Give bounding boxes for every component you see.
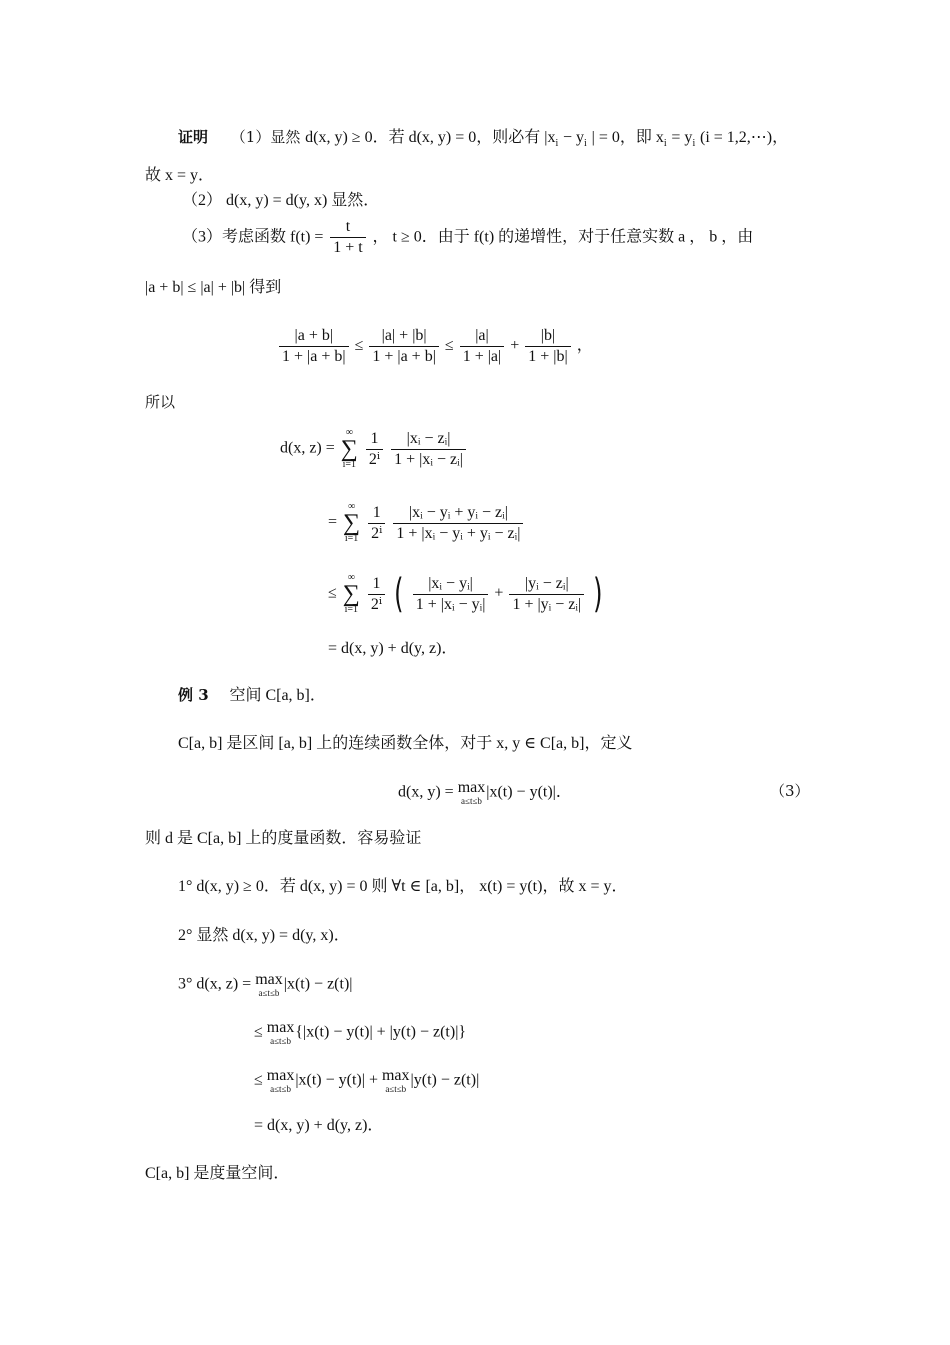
operator: ≤ [328, 584, 337, 602]
fraction [509, 576, 584, 613]
operator: ≤ [354, 337, 364, 355]
condition-3-step-2 [254, 1020, 466, 1046]
derivation-line-1 [280, 428, 468, 470]
max-operator [267, 1020, 295, 1046]
sum-upper: ∞ [345, 427, 353, 438]
max-operator [458, 780, 486, 806]
subscript-i: i [692, 138, 696, 149]
fraction-numerator: |a| + |b| [369, 328, 439, 347]
operator: ≤ [254, 1023, 263, 1041]
proof-line-2: （2） d(x, y) = d(y, x) 显然． [182, 192, 380, 209]
sum-sign: ∑ [343, 510, 361, 536]
lhs: d(x, z) = [280, 439, 335, 457]
subscript-i: i [555, 138, 559, 149]
rhs: |x(t) − z(t)| [283, 975, 353, 993]
fraction-numerator: |xᵢ − yᵢ| [413, 576, 489, 595]
fraction [391, 431, 466, 468]
lhs: 3° d(x, z) = [178, 975, 252, 993]
fraction-denominator: 1 + |a + b| [282, 348, 346, 365]
rhs: |x(t) − y(t)| + [295, 1071, 378, 1089]
proof-math: − y [563, 129, 585, 146]
example-label: 例 3 [178, 686, 209, 704]
rhs: {|x(t) − y(t)| + |y(t) − z(t)|} [295, 1023, 467, 1041]
rhs: |x(t) − y(t)|． [486, 783, 572, 801]
condition-3 [178, 972, 352, 998]
lhs: d(x, y) = [398, 783, 454, 801]
max-word: max [266, 1067, 295, 1084]
proof-label: 证明 [178, 128, 209, 146]
condition-1: 1° d(x, y) ≥ 0．若 d(x, y) = 0 则 ∀t ∈ [a, b]， x(t) = y(t)，故 x = y． [178, 878, 628, 895]
fraction-denominator: 1 + |a + b| [372, 348, 436, 365]
fraction-denominator: 2ⁱ [371, 524, 383, 542]
operator: ≤ [444, 337, 454, 355]
fraction [368, 576, 385, 613]
proof-line-1-cont: 故 x = y． [145, 167, 215, 184]
proof-line-3 [182, 219, 753, 256]
max-subscript: a≤t≤b [270, 1084, 291, 1094]
proof-line-1 [178, 130, 788, 149]
derivation-line-2 [328, 502, 525, 544]
fraction [369, 328, 439, 365]
condition-2: 2° 显然 d(x, y) = d(y, x)． [178, 927, 350, 944]
fraction-numerator: |xᵢ − zᵢ| [391, 431, 466, 450]
max-word: max [255, 971, 283, 988]
fraction [393, 505, 523, 542]
conclusion-text: C[a, b] 是度量空间． [145, 1165, 290, 1182]
summation [343, 573, 360, 615]
fraction-numerator: |b| [525, 328, 570, 347]
proof-text: （3）考虑函数 f(t) = [182, 228, 324, 246]
example-title: 空间 C[a, b]． [229, 687, 326, 704]
sum-upper: ∞ [347, 572, 355, 583]
condition-3-step-4: = d(x, y) + d(y, z)． [254, 1117, 384, 1134]
sum-upper: ∞ [348, 501, 356, 512]
max-subscript: a≤t≤b [270, 1036, 291, 1046]
fraction [279, 328, 349, 365]
fraction-numerator: |xᵢ − yᵢ + yᵢ − zᵢ| [393, 505, 523, 524]
max-word: max [266, 1019, 295, 1036]
fraction-denominator: 1 + |b| [528, 348, 568, 365]
fraction-denominator: 2ⁱ [368, 450, 381, 468]
fraction-denominator: 1 + |a| [462, 348, 502, 365]
fraction-denominator: 1 + t [333, 239, 363, 256]
then-text: 则 d 是 C[a, b] 上的度量函数．容易验证 [145, 830, 422, 847]
proof-text: ， t ≥ 0．由于 f(t) 的递增性，对于任意实数 a ， b ，由 [372, 228, 754, 246]
max-subscript: a≤t≤b [385, 1084, 407, 1094]
max-word: max [381, 1067, 410, 1084]
max-word: max [457, 779, 486, 796]
max-subscript: a≤t≤b [461, 796, 482, 806]
proof-math: | = 0，即 x [591, 129, 664, 146]
operator: + [494, 584, 504, 602]
example-description: C[a, b] 是区间 [a, b] 上的连续函数全体，对于 x, y ∈ C[a, b]，定义 [178, 735, 633, 752]
proof-math: (i = 1,2,⋯)， [700, 129, 789, 146]
fraction-numerator: |a| [460, 328, 505, 347]
fraction [368, 505, 385, 542]
proof-math: d(x, y) ≥ 0．若 d(x, y) = 0，则必有 |x [305, 129, 556, 146]
subscript-i: i [584, 138, 587, 149]
fraction-numerator: |yᵢ − zᵢ| [509, 576, 584, 595]
fraction-numerator: |a + b| [279, 328, 349, 347]
proof-text: （1）显然 [230, 128, 301, 146]
max-operator [255, 972, 283, 998]
fraction-denominator: 2ⁱ [370, 595, 383, 613]
fraction-denominator: 1 + |xᵢ − yᵢ + yᵢ − zᵢ| [396, 524, 521, 542]
operator: ≤ [254, 1071, 263, 1089]
fraction-numerator: t [330, 219, 365, 238]
fraction-denominator: 1 + |xᵢ − zᵢ| [394, 450, 463, 468]
example-heading [178, 688, 326, 704]
left-paren: ( [394, 571, 404, 617]
fraction-denominator: 1 + |xᵢ − yᵢ| [415, 595, 486, 613]
sum-sign: ∑ [342, 581, 360, 607]
derivation-line-4: = d(x, y) + d(y, z)． [328, 640, 458, 657]
proof-math: = y [671, 129, 693, 146]
fraction [413, 576, 489, 613]
summation [341, 428, 358, 470]
fraction-f [330, 219, 365, 256]
punctuation: ， [576, 337, 593, 355]
derivation-line-3 [328, 573, 606, 615]
fraction [460, 328, 505, 365]
sum-lower: i=1 [342, 459, 357, 470]
suoyi-text: 所以 [145, 393, 176, 411]
max-subscript: a≤t≤b [258, 988, 280, 998]
proof-line-3-cont: |a + b| ≤ |a| + |b| 得到 [145, 279, 282, 296]
definition-formula [398, 780, 572, 806]
right-paren: ) [593, 571, 603, 617]
sum-lower: i=1 [344, 604, 359, 615]
condition-3-step-3 [254, 1068, 479, 1094]
fraction [525, 328, 570, 365]
fraction-numerator: 1 [368, 505, 385, 524]
inequality-display [277, 328, 593, 365]
operator: + [510, 337, 520, 355]
sum-lower: i=1 [344, 533, 359, 544]
operator: = [328, 513, 338, 531]
subscript-i: i [663, 138, 667, 149]
fraction [366, 431, 383, 468]
max-operator [382, 1068, 410, 1094]
fraction-numerator: 1 [366, 431, 383, 450]
max-operator [267, 1068, 295, 1094]
rhs: |y(t) − z(t)| [410, 1071, 480, 1089]
summation [343, 502, 360, 544]
fraction-numerator: 1 [368, 576, 385, 595]
fraction-denominator: 1 + |yᵢ − zᵢ| [512, 595, 582, 613]
sum-sign: ∑ [340, 436, 358, 462]
equation-number: （3） [770, 782, 810, 800]
